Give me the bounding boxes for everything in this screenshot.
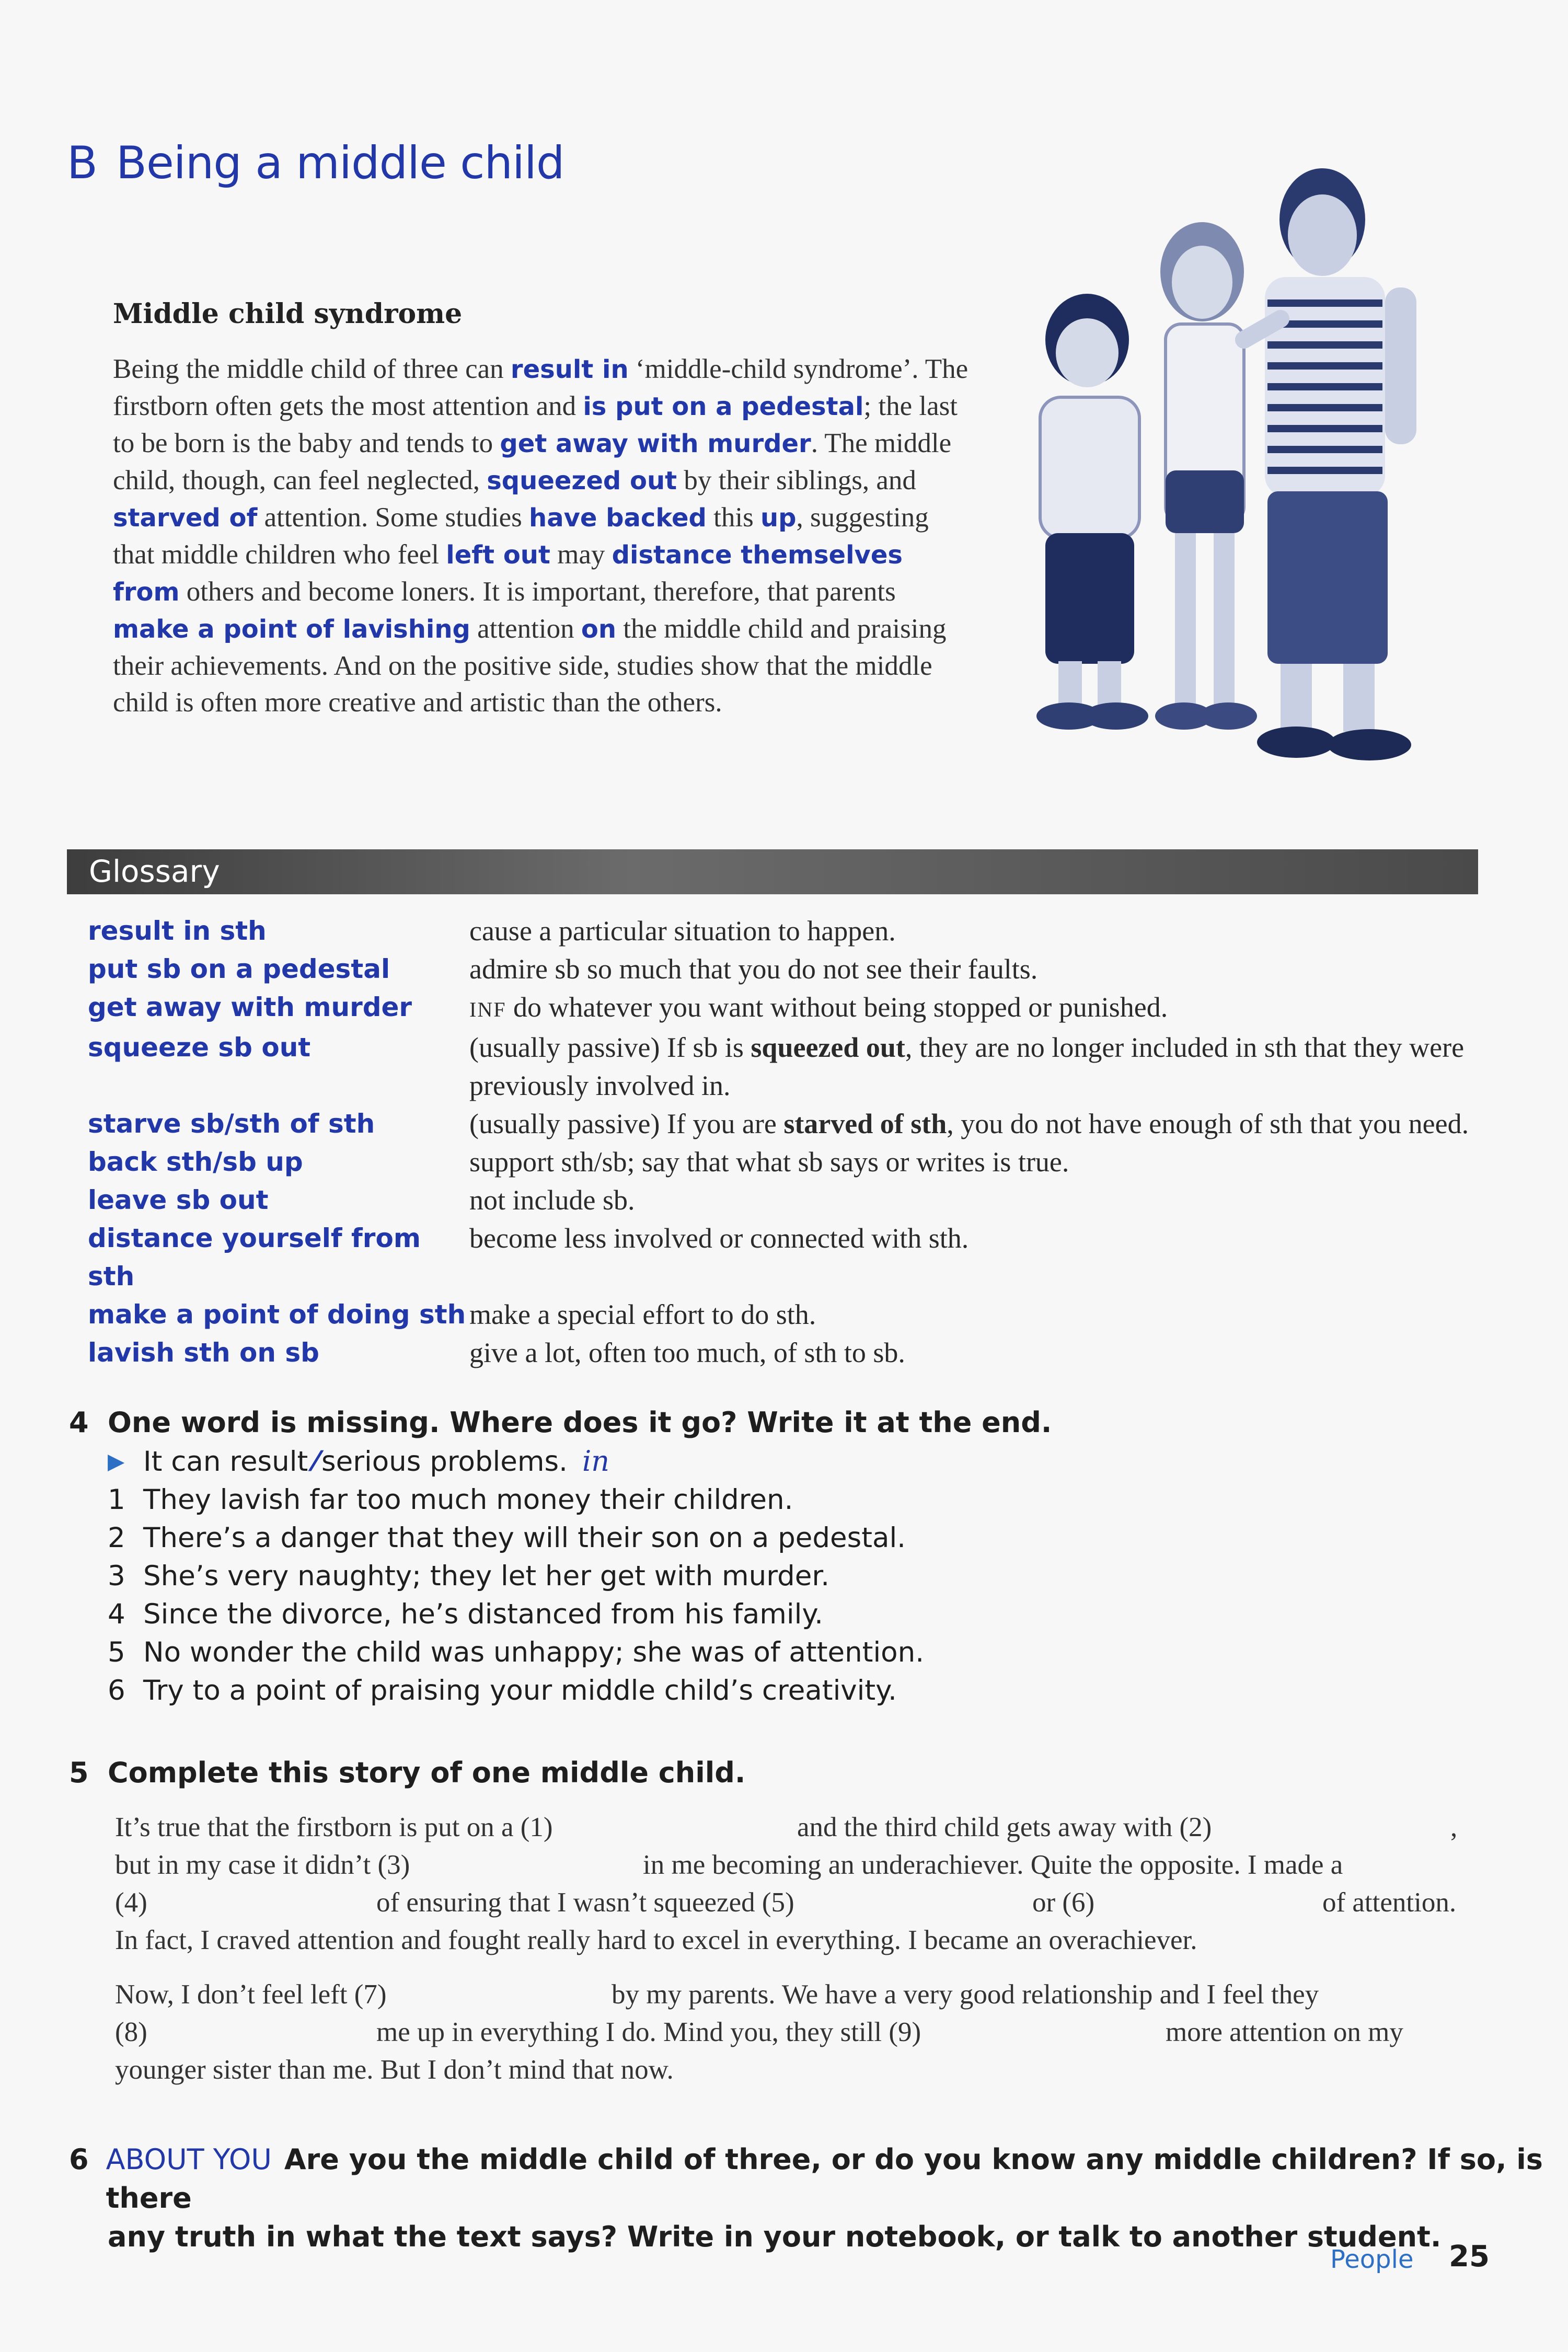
footer-unit-label: People bbox=[1330, 2245, 1414, 2274]
section-title bbox=[67, 137, 564, 189]
text: this bbox=[706, 502, 760, 533]
spacer bbox=[69, 2218, 108, 2256]
story-text: by my parents. We have a very good relationship and I feel they bbox=[612, 1979, 1319, 2010]
glossary-term: leave sb out bbox=[88, 1185, 269, 1215]
text: . The middle child, though, can feel neglected, bbox=[113, 428, 952, 495]
exercise-number: 4 bbox=[69, 1406, 89, 1439]
story-text: Now, I don’t feel left (7) bbox=[115, 1979, 387, 2010]
section-heading: Being a middle child bbox=[116, 137, 564, 189]
definition-text: do whatever you want without being stopped or punished. bbox=[506, 991, 1168, 1023]
glossary-row bbox=[88, 988, 1489, 1029]
story-line bbox=[115, 1846, 1474, 1884]
bullet-arrow-icon: ▶ bbox=[108, 1448, 125, 1474]
item-text: Try to a point of praising your middle child’s creativity. bbox=[143, 1675, 897, 1707]
glossary-definition: not include sb. bbox=[469, 1184, 635, 1216]
glossary-term: starve sb/sth of sth bbox=[88, 1109, 375, 1139]
item-text: She’s very naughty; they let her get with murder. bbox=[143, 1560, 830, 1592]
story-text: younger sister than me. But I don’t mind that now. bbox=[115, 2055, 674, 2085]
story-text: in me becoming an underachiever. Quite the opposite. I made a bbox=[643, 1850, 1343, 1880]
text: , suggesting that middle children who feel bbox=[113, 502, 929, 570]
glossary-term: make a point of doing sth bbox=[88, 1299, 466, 1330]
exercise-item bbox=[108, 1557, 1052, 1595]
keyword: on bbox=[581, 615, 617, 644]
item-text: Since the divorce, he’s distanced from his family. bbox=[143, 1598, 824, 1630]
item-text: No wonder the child was unhappy; she was of attention. bbox=[143, 1636, 925, 1668]
glossary-definition: admire sb so much that you do not see their faults. bbox=[469, 953, 1038, 985]
keyword: result in bbox=[510, 355, 629, 384]
text: attention bbox=[470, 614, 581, 644]
glossary-row bbox=[88, 1296, 1489, 1334]
story-line bbox=[115, 2013, 1474, 2051]
story-text: or (6) bbox=[1032, 1887, 1095, 1918]
glossary-row bbox=[88, 1334, 1489, 1372]
instruction-text: any truth in what the text says? Write in your notebook, or talk to another student. bbox=[108, 2220, 1442, 2253]
glossary-definition: cause a particular situation to happen. bbox=[469, 915, 896, 947]
exercise-item bbox=[108, 1671, 1052, 1710]
glossary-definition: become less involved or connected with sth. bbox=[469, 1223, 969, 1254]
example-text-end: serious problems. bbox=[321, 1446, 568, 1478]
keyword: starved of bbox=[113, 503, 258, 533]
story-text: but in my case it didn’t (3) bbox=[115, 1850, 410, 1880]
exercise-instruction: Complete this story of one middle child. bbox=[108, 1756, 746, 1789]
exercise-number: 5 bbox=[69, 1756, 89, 1789]
exercise-item bbox=[108, 1519, 1052, 1557]
story-text: (4) bbox=[115, 1887, 147, 1918]
exercise-item bbox=[108, 1595, 1052, 1633]
glossary-row bbox=[88, 1181, 1489, 1219]
about-you-label: ABOUT YOU bbox=[106, 2143, 272, 2176]
story-line bbox=[115, 1976, 1474, 2013]
story-paragraph-1 bbox=[115, 1808, 1474, 1959]
keyword: left out bbox=[446, 540, 550, 570]
item-number: 1 bbox=[108, 1484, 125, 1516]
glossary-term: get away with murder bbox=[88, 992, 412, 1022]
definition-bold: starved of sth bbox=[783, 1108, 947, 1139]
glossary-term: lavish sth on sb bbox=[88, 1338, 319, 1368]
exercise-5 bbox=[69, 1754, 745, 1792]
glossary-definition bbox=[469, 1029, 1489, 1105]
glossary-term: put sb on a pedestal bbox=[88, 954, 390, 984]
item-text: They lavish far too much money their children. bbox=[143, 1484, 793, 1516]
three-children-photo bbox=[1009, 152, 1479, 779]
definition-text: (usually passive) If sb is bbox=[469, 1032, 751, 1063]
glossary-term: back sth/sb up bbox=[88, 1147, 303, 1177]
glossary-row bbox=[88, 1143, 1489, 1181]
definition-text: , they are no longer included in sth that they were previously involved in. bbox=[469, 1032, 1465, 1101]
glossary-definition bbox=[469, 988, 1489, 1029]
page-number: 25 bbox=[1449, 2240, 1490, 2274]
keyword: squeezed out bbox=[487, 466, 677, 495]
keyword: get away with murder bbox=[500, 429, 811, 458]
keyword: up bbox=[760, 503, 797, 533]
story-line bbox=[115, 2051, 1474, 2089]
section-letter: B bbox=[67, 137, 97, 189]
story-text: of attention. bbox=[1322, 1887, 1457, 1918]
exercise-item bbox=[108, 1481, 1052, 1519]
glossary-term: distance yourself from sth bbox=[88, 1223, 421, 1292]
example-text-start: It can result bbox=[143, 1446, 308, 1478]
keyword: have backed bbox=[529, 503, 707, 533]
definition-text: (usually passive) If you are bbox=[469, 1108, 784, 1139]
text: attention. Some studies bbox=[257, 502, 529, 533]
text: the middle child and praising their achievements. And on the positive side, studies show that the middle child is often more creative and artistic than the others. bbox=[113, 614, 947, 718]
glossary-term: result in sth bbox=[88, 916, 267, 946]
informal-tag: INF bbox=[469, 998, 506, 1021]
exercise-instruction bbox=[106, 2140, 1568, 2218]
article-body bbox=[113, 351, 970, 721]
exercise-instruction: One word is missing. Where does it go? Write it at the end. bbox=[108, 1406, 1052, 1439]
story-text: me up in everything I do. Mind you, they still (9) bbox=[376, 2017, 921, 2047]
glossary-definition: make a special effort to do sth. bbox=[469, 1299, 816, 1330]
exercise-heading bbox=[69, 2140, 1568, 2218]
text: ; the last to be born is the baby and tends to bbox=[113, 391, 958, 458]
item-number: 6 bbox=[108, 1675, 125, 1707]
story-text: and the third child gets away with (2) bbox=[797, 1812, 1212, 1842]
text: ‘middle-child syndrome’. The firstborn often gets the most attention and bbox=[113, 354, 969, 421]
glossary-definition bbox=[469, 1105, 1489, 1143]
story-text: , bbox=[1450, 1812, 1458, 1842]
keyword: distance themselves from bbox=[113, 540, 903, 607]
insert-mark-icon: ⁄ bbox=[314, 1446, 318, 1478]
item-text: There’s a danger that they will their son on a pedestal. bbox=[143, 1522, 906, 1554]
text: others and become loners. It is important, therefore, that parents bbox=[179, 577, 896, 607]
glossary-definition: support sth/sb; say that what sb says or writes is true. bbox=[469, 1146, 1069, 1178]
item-number: 3 bbox=[108, 1560, 125, 1592]
item-number: 2 bbox=[108, 1522, 125, 1554]
item-number: 4 bbox=[108, 1598, 125, 1630]
story-line bbox=[115, 1808, 1474, 1846]
story-text: It’s true that the firstborn is put on a (1) bbox=[115, 1812, 553, 1842]
glossary-list bbox=[88, 912, 1489, 1372]
story-text: In fact, I craved attention and fought really hard to excel in everything. I became an overachiever. bbox=[115, 1925, 1197, 1955]
glossary-bar bbox=[67, 849, 1478, 894]
exercise-item bbox=[108, 1633, 1052, 1671]
glossary-title: Glossary bbox=[89, 854, 220, 889]
keyword: make a point of lavishing bbox=[113, 615, 470, 644]
exercise-4 bbox=[69, 1403, 1052, 1710]
keyword: is put on a pedestal bbox=[583, 392, 864, 421]
handwritten-answer: in bbox=[582, 1445, 610, 1478]
exercise-number: 6 bbox=[69, 2143, 89, 2176]
item-number: 5 bbox=[108, 1636, 125, 1668]
story-line bbox=[115, 1884, 1474, 1921]
text: may bbox=[550, 539, 612, 570]
glossary-row bbox=[88, 912, 1489, 950]
exercise-items bbox=[108, 1442, 1052, 1710]
exercise-heading bbox=[69, 1754, 745, 1792]
story-text: of ensuring that I wasn’t squeezed (5) bbox=[376, 1887, 794, 1918]
definition-bold: squeezed out bbox=[751, 1032, 905, 1063]
glossary-row bbox=[88, 1219, 1489, 1296]
text: Being the middle child of three can bbox=[113, 354, 511, 384]
glossary-row bbox=[88, 950, 1489, 988]
definition-text: , you do not have enough of sth that you need. bbox=[947, 1108, 1469, 1139]
instruction-text: Are you the middle child of three, or do you know any middle children? If so, is there bbox=[106, 2143, 1543, 2215]
glossary-term: squeeze sb out bbox=[88, 1032, 311, 1063]
article bbox=[113, 298, 970, 721]
exercise-heading bbox=[69, 1403, 1052, 1442]
story-text: (8) bbox=[115, 2017, 147, 2047]
glossary-row bbox=[88, 1029, 1489, 1105]
glossary-definition: give a lot, often too much, of sth to sb. bbox=[469, 1337, 905, 1368]
example-item bbox=[108, 1442, 1052, 1481]
exercise-6 bbox=[69, 2140, 1568, 2256]
example-text bbox=[143, 1442, 609, 1481]
story-paragraph-2 bbox=[115, 1976, 1474, 2089]
text: by their siblings, and bbox=[677, 465, 916, 495]
story-line bbox=[115, 1921, 1474, 1959]
article-heading: Middle child syndrome bbox=[113, 298, 463, 330]
glossary-row bbox=[88, 1105, 1489, 1143]
story-text: more attention on my bbox=[1166, 2017, 1403, 2047]
